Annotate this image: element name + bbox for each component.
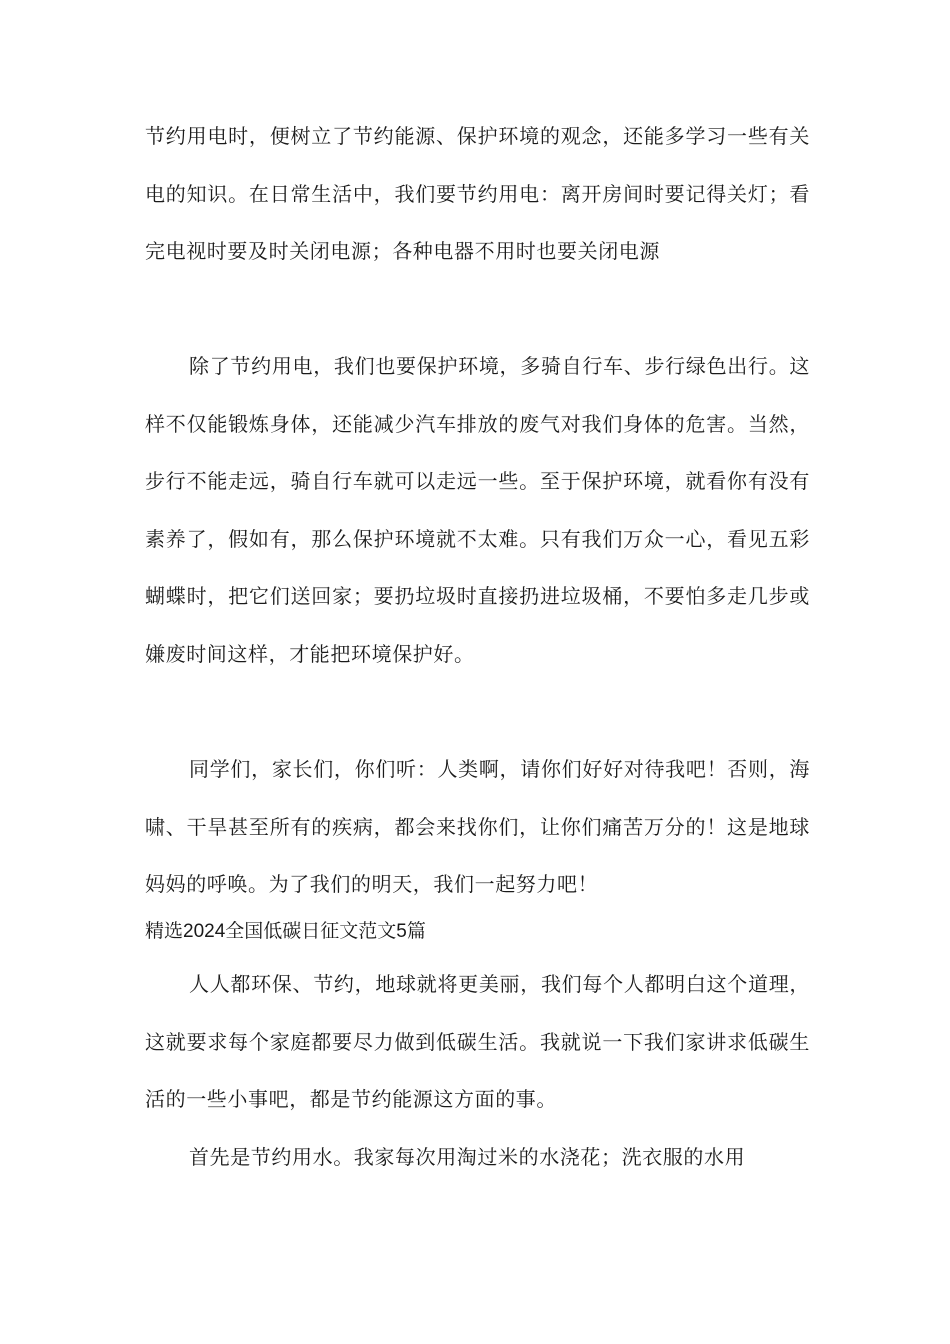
paragraph-earth-call: 同学们，家长们，你们听：人类啊，请你们好好对待我吧！否则，海啸、干旱甚至所有的疾病，都会来找你们，让你们痛苦万分的！这是地球妈妈的呼唤。为了我们的明天，我们一起努力吧！ — [145, 757, 810, 896]
paragraph-saving-water: 首先是节约用水。我家每次用淘过米的水浇花；洗衣服的水用 — [189, 1145, 746, 1169]
section-heading: 精选2024全国低碳日征文范文5篇 — [145, 921, 426, 942]
paragraph-electricity-saving: 节约用电时，便树立了节约能源、保护环境的观念，还能多学习一些有关电的知识。在日常生活中，我们要节约用电：离开房间时要记得关灯；看完电视时要及时关闭电源；各种电器不用时也要关闭电源 — [145, 124, 810, 263]
paragraph-low-carbon-life: 人人都环保、节约，地球就将更美丽，我们每个人都明白这个道理，这就要求每个家庭都要尽力做到低碳生活。我就说一下我们家讲求低碳生活的一些小事吧，都是节约能源这方面的事。 — [145, 972, 810, 1111]
paragraph-environment-protection: 除了节约用电，我们也要保护环境，多骑自行车、步行绿色出行。这样不仅能锻炼身体，还能减少汽车排放的废气对我们身体的危害。当然，步行不能走远，骑自行车就可以走远一些。至于保护环境，就看你有没有素养了，假如有，那么保护环境就不太难。只有我们万众一心，看见五彩蝴蝶时，把它们送回家；要扔垃圾时直接扔进垃圾桶，不要怕多走几步或嫌废时间这样，才能把环境保护好。 — [145, 354, 810, 666]
